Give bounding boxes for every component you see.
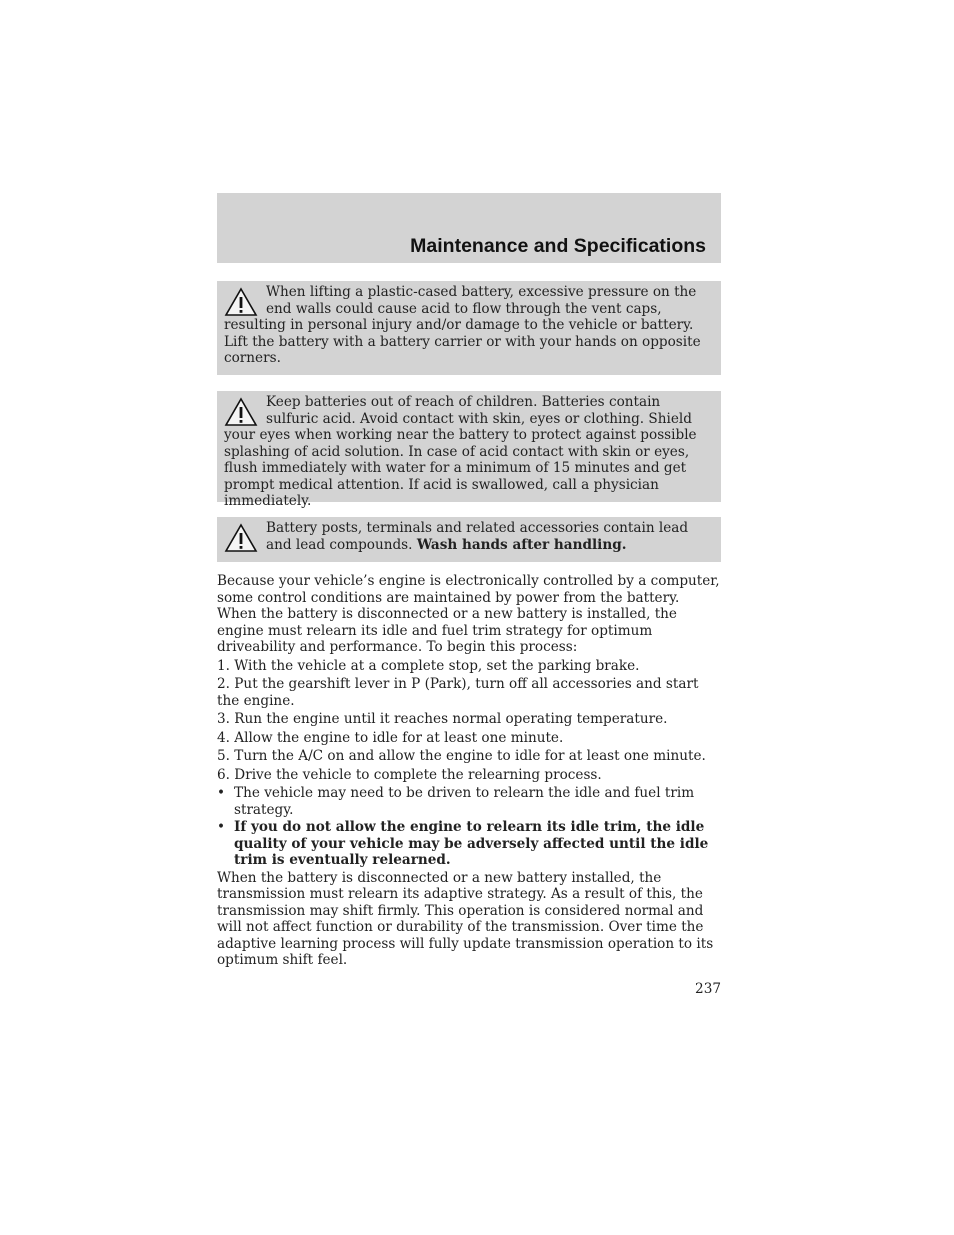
warning-text-bold: Wash hands after handling. <box>416 536 627 553</box>
bullet-marker: • <box>217 785 226 801</box>
section-header <box>217 193 721 263</box>
section-title: Maintenance and Specifications <box>410 235 706 257</box>
bullet-text: The vehicle may need to be driven to relearn the idle and fuel trim strategy. <box>234 785 695 818</box>
warning-triangle-icon <box>224 397 258 427</box>
bullet-item <box>217 819 721 869</box>
page-number: 237 <box>695 981 721 997</box>
step-item: 5. Turn the A/C on and allow the engine to idle for at least one minute. <box>217 748 706 764</box>
warning-box-lead <box>217 517 721 562</box>
step-item: 3. Run the engine until it reaches normal operating temperature. <box>217 711 668 727</box>
body-text <box>217 573 721 969</box>
step-item: 4. Allow the engine to idle for at least one minute. <box>217 729 564 746</box>
warning-text: When lifting a plastic-cased battery, excessive pressure on the end walls could cause acid to flow through the vent caps, resulting in personal injury and/or damage to the vehicle or battery. Lift the battery with a battery carrier or with your hands on opposite corners. <box>224 284 701 366</box>
step-item: 1. With the vehicle at a complete stop, set the parking brake. <box>217 657 640 674</box>
bullet-item <box>217 785 721 818</box>
warning-text-regular: Battery posts, terminals and related accessories contain lead and lead compounds. <box>266 520 689 553</box>
warning-box-battery-lifting <box>217 281 721 375</box>
warning-text <box>224 520 714 553</box>
warning-triangle-icon <box>224 287 258 317</box>
bullet-marker: • <box>217 819 226 835</box>
step-item: 2. Put the gearshift lever in P (Park), turn off all accessories and start the engine. <box>217 676 699 709</box>
warning-box-sulfuric-acid <box>217 391 721 509</box>
warning-text: Keep batteries out of reach of children. Batteries contain sulfuric acid. Avoid contact with skin, eyes or clothing. Shield your eyes when working near the battery to protect against possible splashing of acid solution. In case of acid contact with skin or eyes, flush immediately with water for a minimum of 15 minutes and get prompt medical attention. If acid is swallowed, call a physician immediately. <box>224 394 697 509</box>
manual-page <box>217 193 721 997</box>
closing-paragraph: When the battery is disconnected or a new battery installed, the transmission must relearn its adaptive strategy. As a result of this, the transmission may shift firmly. This operation is considered normal and will not affect function or durability of the transmission. Over time the adaptive learning process will fully update transmission operation to its optimum shift feel. <box>217 869 714 968</box>
intro-paragraph: Because your vehicle’s engine is electronically controlled by a computer, some control conditions are maintained by power from the battery. When the battery is disconnected or a new battery is installed, the engine must relearn its idle and fuel trim strategy for optimum driveability and performance. To begin this process: <box>217 573 720 655</box>
bullet-text-bold: If you do not allow the engine to relearn its idle trim, the idle quality of your vehicle may be adversely affected until the idle trim is eventually relearned. <box>234 819 709 868</box>
step-item: 6. Drive the vehicle to complete the relearning process. <box>217 766 602 783</box>
warning-triangle-icon <box>224 523 258 553</box>
